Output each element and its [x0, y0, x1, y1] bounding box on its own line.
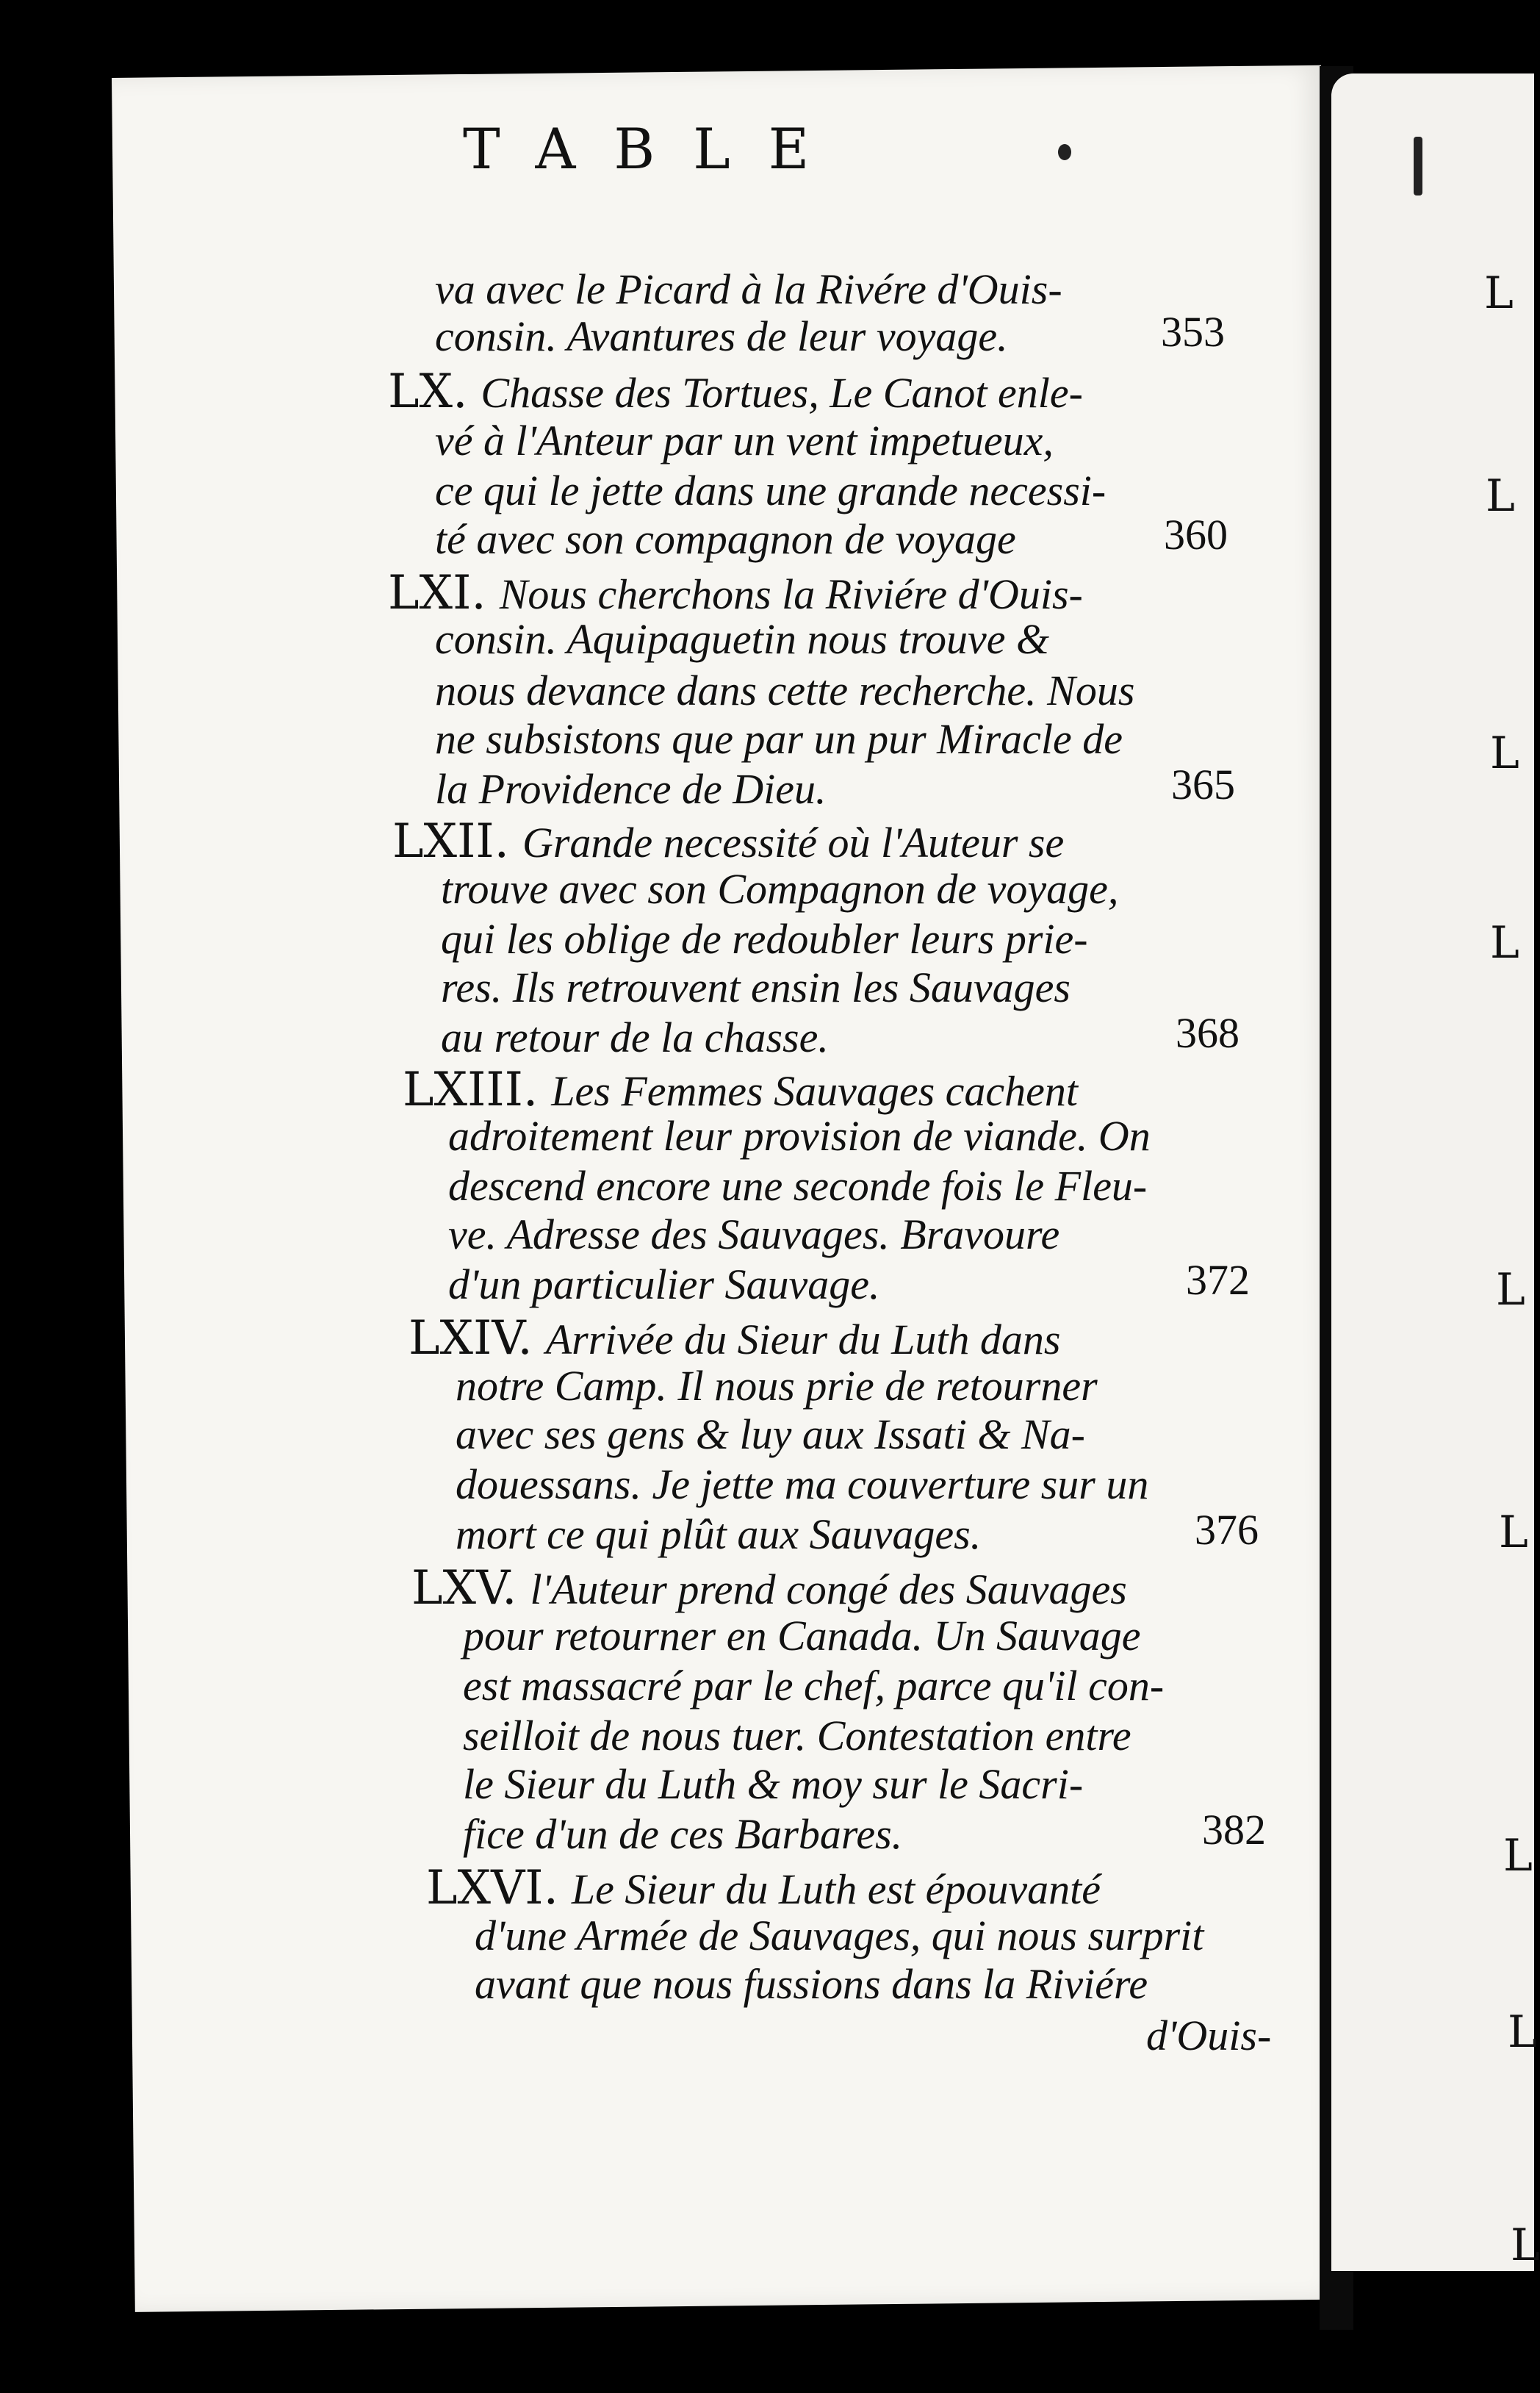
- chapter-text: avec ses gens & luy aux Issati & Na-: [456, 1410, 1085, 1458]
- chapter-text: le Sieur du Luth & moy sur le Sacri-: [463, 1760, 1084, 1808]
- toc-line: [403, 1063, 1078, 1117]
- chapter-text: d'un particulier Sauvage.: [448, 1260, 880, 1308]
- toc-line: [435, 416, 1054, 465]
- toc-line: [409, 1311, 1061, 1366]
- toc-line: [388, 365, 1083, 419]
- chapter-text: ne subsistons que par un pur Miracle de: [435, 715, 1123, 763]
- toc-line: [463, 1711, 1131, 1760]
- page-number: 353: [1161, 308, 1225, 356]
- chapter-text: d'Ouis-: [1146, 2012, 1272, 2059]
- toc-line: [392, 814, 1064, 869]
- ink-mark: [1414, 137, 1422, 195]
- chapter-number: LXII.: [392, 814, 509, 869]
- page-number: 360: [1164, 511, 1228, 559]
- chapter-number: LX.: [388, 365, 468, 419]
- toc-line: [441, 963, 1071, 1012]
- chapter-text: Arrivée du Sieur du Luth dans: [545, 1316, 1061, 1363]
- ink-speck: [1058, 144, 1071, 160]
- right-page-edge: [1331, 73, 1534, 2271]
- chapter-text: Le Sieur du Luth est épouvanté: [571, 1865, 1101, 1913]
- toc-line: [448, 1161, 1147, 1210]
- toc-line: [435, 666, 1134, 715]
- toc-line: [435, 614, 1049, 664]
- chapter-text: douessans. Je jette ma couverture sur un: [456, 1460, 1149, 1508]
- page-header: TABLE: [463, 116, 848, 182]
- chapter-text: pour retourner en Canada. Un Sauvage: [463, 1612, 1141, 1660]
- toc-line: [426, 1861, 1101, 1915]
- page-number: 382: [1202, 1806, 1266, 1854]
- chapter-text: res. Ils retrouvent ensin les Sauvages: [441, 964, 1071, 1011]
- right-page-initial: L: [1496, 1264, 1525, 1316]
- chapter-text: la Providence de Dieu.: [435, 765, 827, 813]
- chapter-text: vé à l'Anteur par un vent impetueux,: [435, 417, 1054, 464]
- chapter-text: trouve avec son Compagnon de voyage,: [441, 865, 1119, 913]
- chapter-text: descend encore une seconde fois le Fleu-: [448, 1162, 1148, 1210]
- right-page-initial: L: [1503, 1830, 1533, 1881]
- toc-line: [456, 1410, 1085, 1459]
- chapter-text: nous devance dans cette recherche. Nous: [435, 667, 1135, 714]
- toc-line: [448, 1111, 1151, 1160]
- toc-line: [411, 1561, 1127, 1615]
- right-page-initial: L: [1508, 2006, 1537, 2058]
- chapter-text: Grande necessité où l'Auteur se: [522, 819, 1065, 867]
- toc-line: [456, 1361, 1098, 1410]
- toc-line: [475, 1959, 1148, 2009]
- chapter-text: consin. Aquipaguetin nous trouve &: [435, 615, 1050, 663]
- toc-line: [475, 1911, 1203, 1960]
- chapter-text: avant que nous fussions dans la Riviére: [475, 1960, 1148, 2008]
- page-number: 372: [1186, 1256, 1250, 1304]
- toc-line: [441, 1013, 829, 1062]
- toc-line: [463, 1759, 1083, 1809]
- chapter-text: fice d'un de ces Barbares.: [463, 1810, 903, 1858]
- chapter-text: l'Auteur prend congé des Sauvages: [530, 1565, 1127, 1613]
- right-page-initial: L: [1499, 1507, 1528, 1558]
- chapter-text: Les Femmes Sauvages cachent: [551, 1067, 1078, 1115]
- toc-line: [435, 312, 1008, 361]
- toc-line: [463, 1611, 1141, 1660]
- page-number: 368: [1176, 1009, 1239, 1057]
- page-number: 365: [1171, 761, 1235, 808]
- chapter-text: adroitement leur provision de viande. On: [448, 1112, 1151, 1160]
- right-page-initial: L: [1486, 470, 1515, 522]
- chapter-text: notre Camp. Il nous prie de retourner: [456, 1362, 1098, 1410]
- chapter-text: Nous cherchons la Riviére d'Ouis-: [499, 570, 1083, 618]
- toc-line: [1146, 2011, 1271, 2060]
- toc-line: [448, 1260, 879, 1309]
- chapter-number: LXVI.: [426, 1861, 558, 1915]
- toc-line: [456, 1460, 1148, 1509]
- toc-line: [441, 864, 1118, 914]
- chapter-text: au retour de la chasse.: [441, 1013, 829, 1061]
- chapter-text: ce qui le jette dans une grande necessi-: [435, 467, 1107, 514]
- chapter-text: qui les oblige de redoubler leurs prie-: [441, 915, 1088, 963]
- right-page-initial: L: [1490, 917, 1519, 969]
- chapter-text: seilloit de nous tuer. Contestation entre: [463, 1712, 1131, 1759]
- toc-line: [456, 1510, 981, 1559]
- chapter-text: va avec le Picard à la Rivére d'Ouis-: [435, 265, 1062, 313]
- chapter-text: ve. Adresse des Sauvages. Bravoure: [448, 1210, 1060, 1258]
- toc-line: [435, 514, 1016, 564]
- chapter-number: LXV.: [411, 1561, 517, 1615]
- toc-line: [435, 714, 1123, 764]
- chapter-text: mort ce qui plût aux Sauvages.: [456, 1510, 982, 1558]
- toc-line: [435, 764, 827, 814]
- chapter-number: LXI.: [388, 566, 486, 620]
- chapter-text: Chasse des Tortues, Le Canot enle-: [481, 369, 1083, 417]
- toc-line: [435, 466, 1106, 515]
- toc-line: [463, 1661, 1164, 1710]
- toc-line: [463, 1809, 902, 1859]
- right-page-initial: L: [1490, 728, 1519, 779]
- chapter-number: LXIII.: [403, 1063, 539, 1117]
- chapter-text: té avec son compagnon de voyage: [435, 515, 1016, 563]
- toc-line: [441, 914, 1088, 964]
- toc-line: [435, 265, 1062, 314]
- toc-line: [388, 566, 1083, 620]
- chapter-text: consin. Avantures de leur voyage.: [435, 312, 1008, 360]
- chapter-number: LXIV.: [409, 1311, 533, 1366]
- toc-line: [448, 1210, 1059, 1259]
- right-page-initial: L: [1511, 2220, 1540, 2271]
- chapter-text: est massacré par le chef, parce qu'il con-: [463, 1662, 1165, 1709]
- right-page-initial: L: [1484, 268, 1514, 319]
- chapter-text: d'une Armée de Sauvages, qui nous surprit: [475, 1912, 1204, 1959]
- page-number: 376: [1195, 1506, 1259, 1554]
